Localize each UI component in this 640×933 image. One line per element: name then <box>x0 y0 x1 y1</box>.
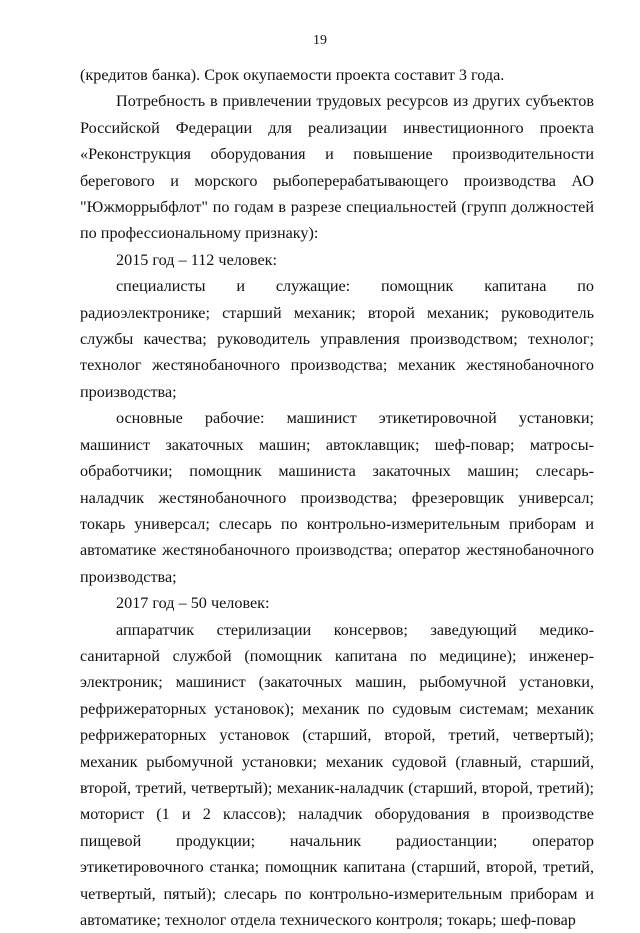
document-body <box>80 62 594 933</box>
paragraph-workers-2015: основные рабочие: машинист этикетировочной установки; машинист закаточных машин; автоклавщик; шеф-повар; матросы-обработчики; помощник машиниста закаточных машин; слесарь-наладчик жестянобаночного производства; фрезеровщик универсал; токарь универсал; слесарь по контрольно-измерительным приборам и автоматике жестянобаночного производства; оператор жестянобаночного производства; <box>80 409 594 586</box>
paragraph-year-2015: 2015 год – 112 человек: <box>116 250 278 269</box>
paragraph-payback: (кредитов банка). Срок окупаемости проекта составит 3 года. <box>80 66 505 84</box>
paragraph-labor-need: Потребность в привлечении трудовых ресурсов из других субъектов Российской Федерации для реализации инвестиционного проекта «Реконструкция оборудования и повышение производительности берегового и морского рыбоперерабатывающего производства АО "Южморрыбфлот" по годам в разрезе специальностей (групп должностей по профессиональному признаку): <box>80 92 594 243</box>
paragraph-positions-2017: аппаратчик стерилизации консервов; заведующий медико-санитарной службой (помощник капитана по медицине); инженер-электроник; машинист (закаточных машин, рыбомучной установки, рефрижераторных установок); механик по судовым системам; механик рефрижераторных установок (старший, второй, третий, четвертый); механик рыбомучной установки; механик судовой (главный, старший, второй, третий, четвертый); механик-наладчик (старший, второй, третий); моторист (1 и 2 классов); наладчик оборудования в производстве пищевой продукции; начальник радиостанции; оператор этикетировочного станка; помощник капитана (старший, второй, третий, четвертый, пятый); слесарь по контрольно-измерительным приборам и автоматике; технолог отдела технического контроля; токарь; шеф-повар <box>80 620 594 929</box>
page-number: 19 <box>313 33 327 48</box>
paragraph-specialists-2015: специалисты и служащие: помощник капитана по радиоэлектронике; старший механик; второй механик; руководитель службы качества; руководитель управления производством; технолог; технолог жестянобаночного производства; механик жестянобаночного производства; <box>80 277 594 401</box>
paragraph-year-2017: 2017 год – 50 человек: <box>116 594 270 613</box>
